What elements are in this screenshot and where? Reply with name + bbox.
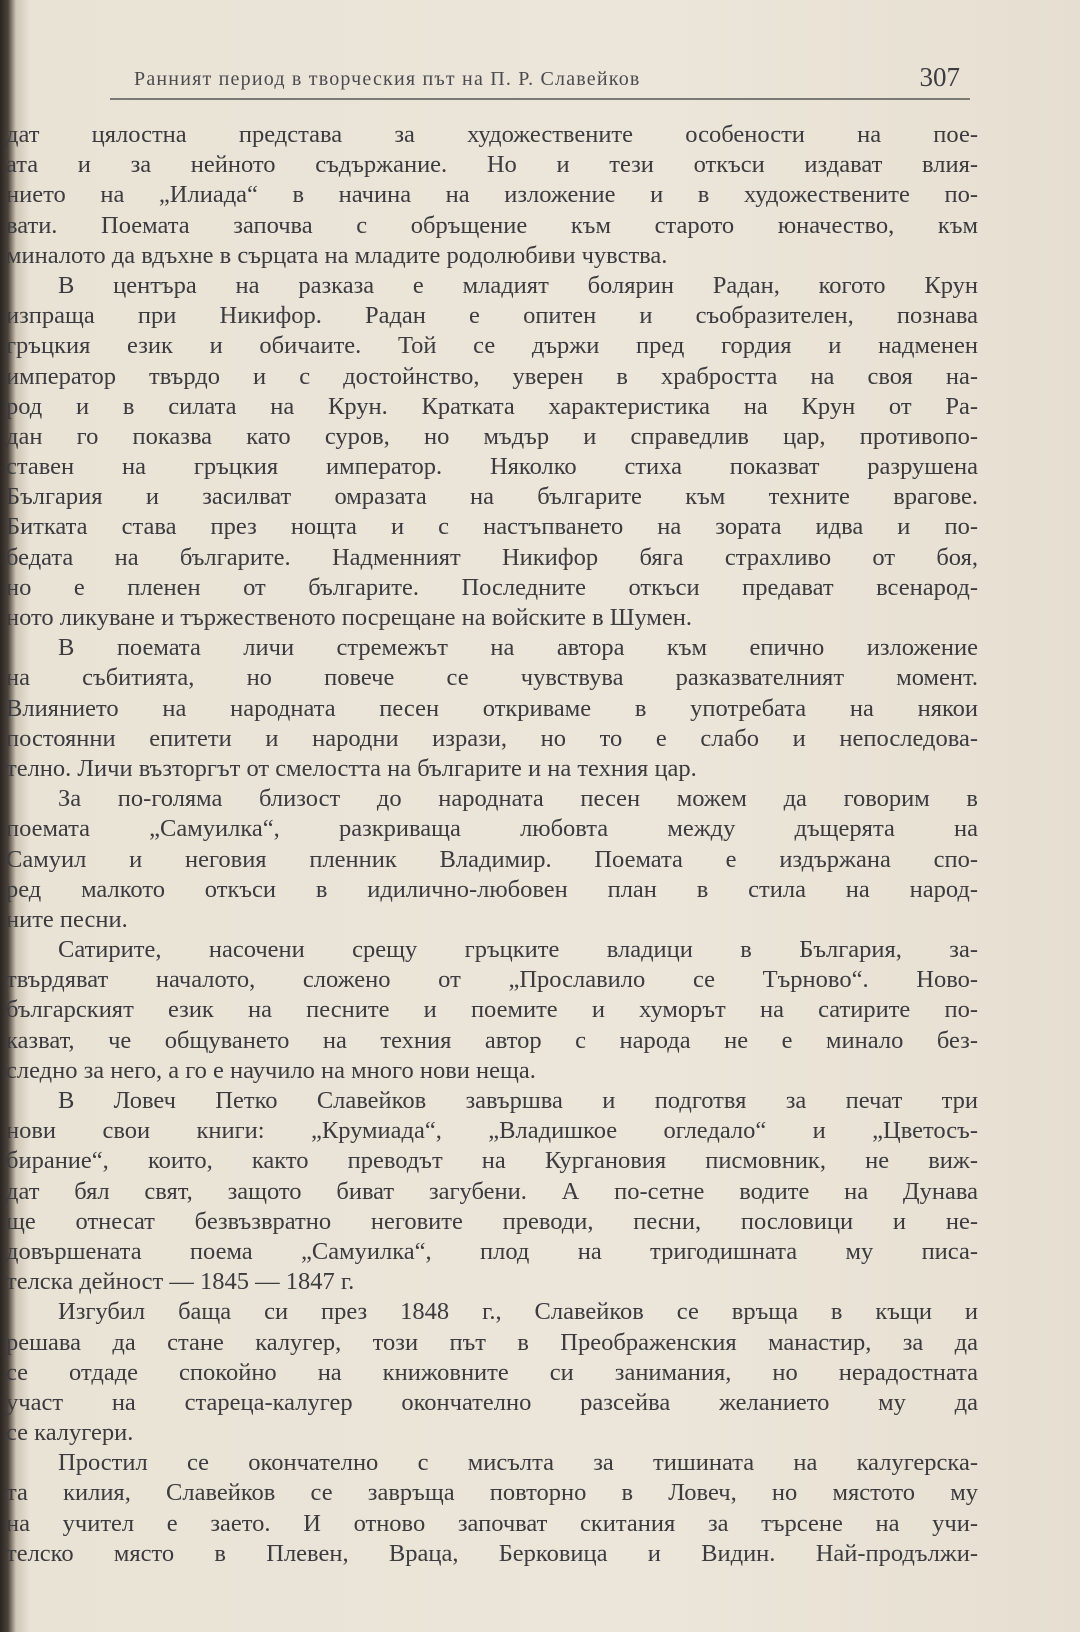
text-line: За по-голяма близост до народната песен можем да говорим в (58, 785, 978, 813)
text-line: ще отнесат безвъзвратно неговите преводи, песни, пословици и не- (6, 1207, 978, 1235)
text-line: изпраща при Никифор. Радан е опитен и съобразителен, познава (6, 302, 978, 330)
text-line: Изгубил баща си през 1848 г., Славейков се връща в къщи и (58, 1298, 978, 1326)
text-line: на събитията, но повече се чувствува разказвателният момент. (6, 664, 978, 692)
text-line: дат цялостна представа за художествените особености на пое- (6, 121, 978, 148)
text-line: ред малкото откъси в идилично-любовен план в стила на народ- (6, 875, 978, 903)
text-line: твърдяват началото, сложено от „Прославило се Търново“. Ново- (6, 966, 978, 994)
text-line: гръцкия език и обичаите. Той се държи пред гордия и надменен (6, 332, 978, 360)
page-number: 307 (919, 62, 960, 92)
text-line: та килия, Славейков се завръща повторно в Ловеч, но мястото му (6, 1479, 978, 1507)
text-line: ните песни. (6, 905, 128, 933)
text-line: довършената поема „Самуилка“, плод на тригодишната му писа- (6, 1237, 978, 1265)
text-line: постоянни епитети и народни изрази, но то е слабо и непоследова- (6, 724, 978, 752)
text-line: ното ликуване и тържественото посрещане на войските в Шумен. (6, 604, 693, 631)
text-line: се калугери. (6, 1419, 134, 1447)
body-text (6, 120, 978, 1569)
text-line: император твърдо и с достойнство, уверен в храбростта на своя на- (6, 362, 978, 390)
text-line: на учител е заето. И отново започват скитания за търсене на учи- (6, 1509, 978, 1537)
text-line: казват, че общуването на техния автор с народа не е минало без- (6, 1026, 978, 1054)
text-line: дан го показва като суров, но мъдър и справедлив цар, противопо- (6, 422, 978, 450)
header-rule (110, 98, 970, 100)
text-line: но е пленен от българите. Последните откъси предават всенарод- (6, 573, 978, 601)
text-line: телско място в Плевен, Враца, Берковица и Видин. Най-продължи- (6, 1539, 978, 1567)
text-line: В поемата личи стремежът на автора към епично изложение (58, 634, 978, 662)
text-line: миналото да вдъхне в сърцата на младите родолюбиви чувства. (6, 241, 668, 269)
text-line: Влиянието на народната песен откриваме в употребата на някои (6, 694, 978, 722)
text-line: ставен на гръцкия император. Няколко стиха показват разрушена (6, 453, 978, 481)
running-head (110, 62, 970, 102)
text-line: нови свои книги: „Крумиада“, „Владишкое огледало“ и „Цветосъ- (6, 1117, 978, 1145)
text-line: поемата „Самуилка“, разкриваща любовта между дъщерята на (6, 815, 978, 843)
text-line: българският език на песните и поемите и хуморът на сатирите по- (6, 996, 978, 1024)
text-line: нието на „Илиада“ в начина на изложение и в художествените по- (6, 181, 978, 209)
text-line: вати. Поемата започва с обръщение към старото юначество, към (6, 211, 978, 239)
text-line: ата и за нейното съдържание. Но и тези откъси издават влия- (6, 151, 978, 179)
text-line: следно за него, а го е научило на много нови неща. (6, 1056, 536, 1084)
text-line: телно. Личи възторгът от смелостта на българите и на техния цар. (6, 754, 697, 782)
text-line: Битката става през нощта и с настъпването на зората идва и по- (6, 513, 978, 541)
text-line: бирание“, които, както преводът на Кургановия писмовник, не виж- (6, 1147, 978, 1175)
text-line: Самуил и неговия пленник Владимир. Поемата е издържана спо- (6, 845, 978, 873)
running-title: Ранният период в творческия път на П. Р. Славейков (134, 68, 641, 90)
text-line: участ на стареца-калугер окончателно разсейва желанието му да (6, 1388, 978, 1416)
text-line: В Ловеч Петко Славейков завършва и подготвя за печат три (58, 1087, 978, 1114)
text-line: бедата на българите. Надменният Никифор бяга страхливо от боя, (6, 543, 978, 571)
text-line: Сатирите, насочени срещу гръцките владици в България, за- (58, 936, 978, 964)
text-line: България и засилват омразата на българите към техните врагове. (6, 483, 978, 511)
text-line: телска дейност — 1845 — 1847 г. (6, 1268, 355, 1296)
text-line: Простил се окончателно с мисълта за тишината на калугерска- (58, 1449, 978, 1477)
text-line: род и в силата на Крун. Кратката характеристика на Крун от Ра- (6, 392, 978, 420)
text-line: дат бял свят, защото биват загубени. А по-сетне водите на Дунава (6, 1177, 978, 1205)
text-line: се отдаде спокойно на книжовните си занимания, но нерадостната (6, 1358, 978, 1386)
text-line: решава да стане калугер, този път в Преображенския манастир, за да (6, 1328, 978, 1356)
text-line: В центъра на разказа е младият болярин Радан, когото Крун (58, 271, 978, 299)
